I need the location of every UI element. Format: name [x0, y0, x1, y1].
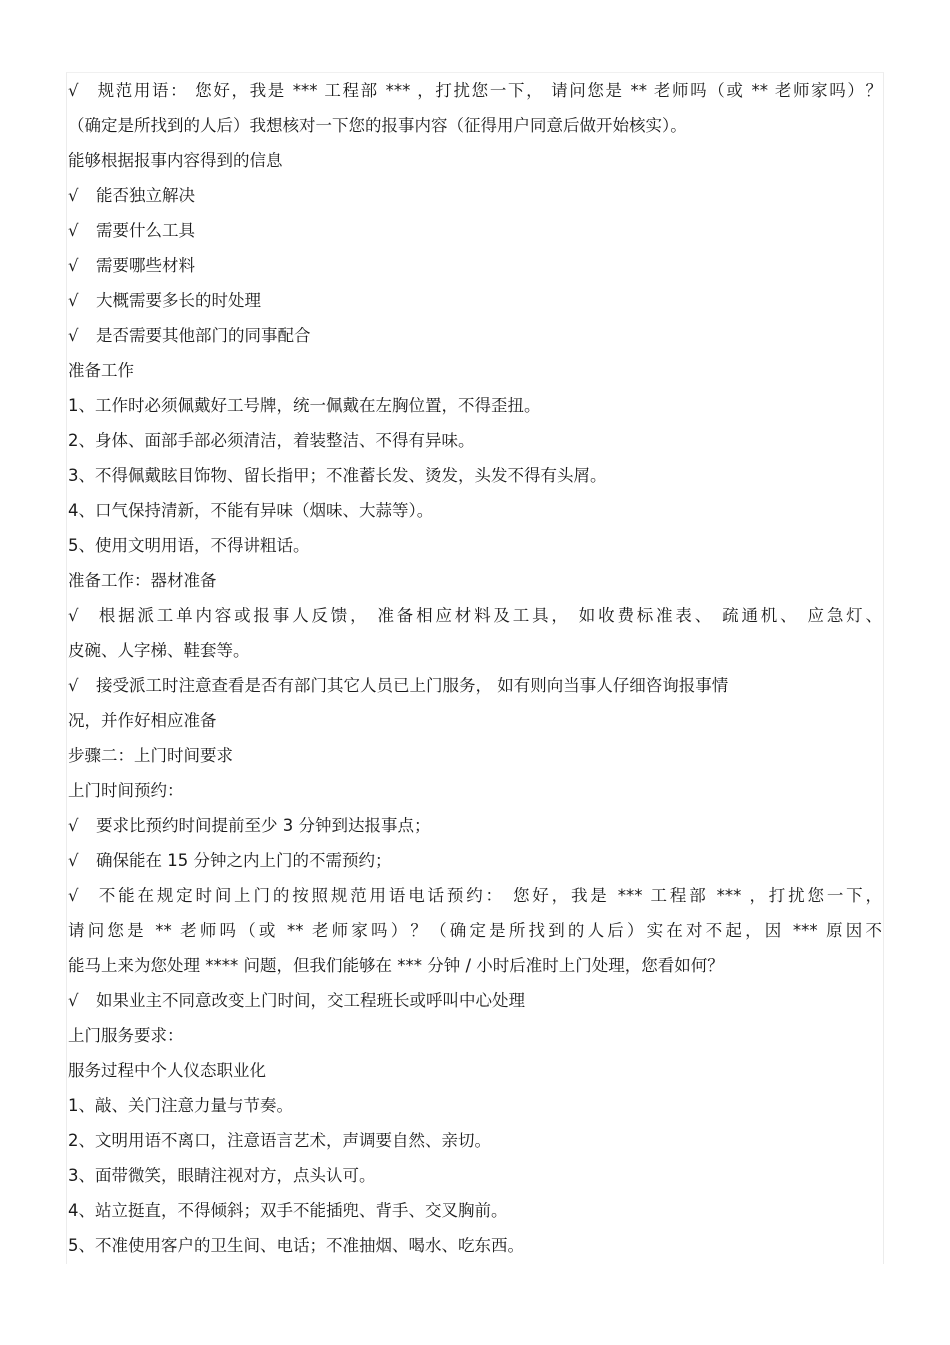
text-line [68, 567, 882, 602]
line-text: 能够根据报事内容得到的信息 [68, 151, 283, 170]
check-mark-icon: √ [68, 851, 79, 870]
checklist-item [68, 182, 882, 217]
line-text: 2、文明用语不离口，注意语言艺术，声调要自然、亲切。 [68, 1131, 491, 1150]
checklist-item [68, 322, 882, 357]
text-line [68, 1197, 882, 1232]
text-line [68, 1022, 882, 1057]
checklist-item [68, 252, 882, 287]
line-text: 步骤二：上门时间要求 [68, 746, 233, 765]
text-line [68, 777, 882, 812]
line-text: （确定是所找到的人后）我想核对一下您的报事内容（征得用户同意后做开始核实）。 [68, 116, 687, 135]
text-line [68, 392, 882, 427]
checklist-item [68, 812, 882, 847]
line-text: 根据派工单内容或报事人反馈， 准备相应材料及工具， 如收费标准表、 疏通机、 应急灯、 [96, 606, 882, 625]
check-mark-icon: √ [68, 256, 79, 275]
check-mark-icon: √ [68, 326, 79, 345]
line-text: 上门服务要求： [68, 1026, 184, 1045]
line-text: 要求比预约时间提前至少 3 分钟到达报事点； [96, 816, 431, 835]
line-text: 5、不准使用客户的卫生间、电话；不准抽烟、喝水、吃东西。 [68, 1236, 524, 1255]
check-mark-icon: √ [68, 606, 79, 625]
text-line [68, 1162, 882, 1197]
line-text: 能马上来为您处理 **** 问题，但我们能够在 *** 分钟 / 小时后准时上门处理，您看如何？ [68, 956, 724, 975]
line-text: 规范用语： 您好，我是 *** 工程部 *** ，打扰您一下， 请问您是 ** 老师吗（或 ** 老师家吗）？ [96, 81, 882, 100]
line-text: 3、面带微笑，眼睛注视对方，点头认可。 [68, 1166, 376, 1185]
line-text: 1、工作时必须佩戴好工号牌，统一佩戴在左胸位置，不得歪扭。 [68, 396, 541, 415]
check-mark-icon: √ [68, 816, 79, 835]
text-line [68, 1092, 882, 1127]
line-text: 准备工作 [68, 361, 134, 380]
line-text: 5、使用文明用语，不得讲粗话。 [68, 536, 310, 555]
check-mark-icon: √ [68, 991, 79, 1010]
line-text: 确保能在 15 分钟之内上门的不需预约； [96, 851, 392, 870]
text-line [68, 147, 882, 182]
line-text: 不能在规定时间上门的按照规范用语电话预约： 您好，我是 *** 工程部 *** ，打扰您一下， [96, 886, 882, 905]
text-line [68, 112, 882, 147]
checklist-item [68, 217, 882, 252]
text-line [68, 532, 882, 567]
line-text: 3、不得佩戴眩目饰物、留长指甲；不准蓄长发、烫发，头发不得有头屑。 [68, 466, 607, 485]
text-line [68, 707, 882, 742]
line-text: 4、口气保持清新，不能有异味（烟味、大蒜等）。 [68, 501, 434, 520]
check-mark-icon: √ [68, 186, 79, 205]
checklist-item [68, 602, 882, 637]
line-text: 上门时间预约： [68, 781, 184, 800]
line-text: 4、站立挺直，不得倾斜；双手不能插兜、背手、交叉胸前。 [68, 1201, 508, 1220]
document-body [68, 77, 882, 1267]
text-line [68, 462, 882, 497]
check-mark-icon: √ [68, 886, 79, 905]
checklist-item [68, 987, 882, 1022]
line-text: 皮碗、人字梯、鞋套等。 [68, 641, 250, 660]
line-text: 2、身体、面部手部必须清洁，着装整洁、不得有异味。 [68, 431, 475, 450]
text-line [68, 497, 882, 532]
text-line [68, 1057, 882, 1092]
check-mark-icon: √ [68, 81, 79, 100]
check-mark-icon: √ [68, 291, 79, 310]
text-line [68, 917, 882, 952]
line-text: 需要哪些材料 [96, 256, 195, 275]
text-line [68, 637, 882, 672]
text-line [68, 952, 882, 987]
check-mark-icon: √ [68, 221, 79, 240]
checklist-item [68, 77, 882, 112]
checklist-item [68, 672, 882, 707]
line-text: 况，并作好相应准备 [68, 711, 217, 730]
line-text: 服务过程中个人仪态职业化 [68, 1061, 266, 1080]
line-text: 如果业主不同意改变上门时间，交工程班长或呼叫中心处理 [96, 991, 525, 1010]
check-mark-icon: √ [68, 676, 79, 695]
line-text: 需要什么工具 [96, 221, 195, 240]
line-text: 1、敲、关门注意力量与节奏。 [68, 1096, 293, 1115]
text-line [68, 427, 882, 462]
line-text: 请问您是 ** 老师吗（或 ** 老师家吗）？（确定是所找到的人后）实在对不起，因 *** 原因不 [68, 921, 882, 940]
checklist-item [68, 882, 882, 917]
line-text: 是否需要其他部门的同事配合 [96, 326, 311, 345]
text-line [68, 742, 882, 777]
line-text: 接受派工时注意查看是否有部门其它人员已上门服务， 如有则向当事人仔细咨询报事情 [96, 676, 729, 695]
line-text: 能否独立解决 [96, 186, 195, 205]
checklist-item [68, 287, 882, 322]
line-text: 大概需要多长的时处理 [96, 291, 261, 310]
text-line [68, 1232, 882, 1267]
text-line [68, 357, 882, 392]
line-text: 准备工作：器材准备 [68, 571, 217, 590]
checklist-item [68, 847, 882, 882]
text-line [68, 1127, 882, 1162]
